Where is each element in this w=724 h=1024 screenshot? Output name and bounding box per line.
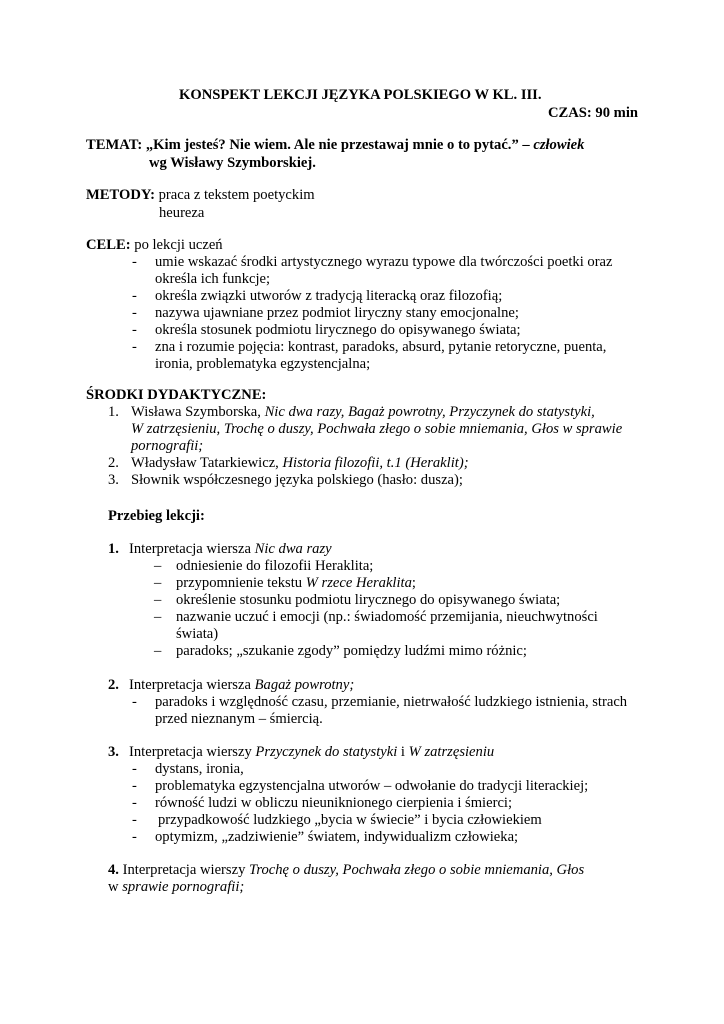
bullet-dash: - [132,254,137,270]
bullet-dash: - [132,795,137,811]
aid-titles-cont: W zatrzęsieniu, Trochę o duszy, Pochwała złego o sobie mniemania, Głos w sprawie [131,421,623,437]
section-heading-text: Interpretacja wiersza [129,541,251,557]
aid-number: 2. [108,455,119,471]
document-title: KONSPEKT LEKCJI JĘZYKA POLSKIEGO W KL. III. [179,87,542,103]
bullet-dash: - [132,339,137,355]
list-item: dystans, ironia, [155,761,244,777]
list-item: odniesienie do filozofii Heraklita; [176,558,374,574]
section-4-heading [108,862,584,879]
section-heading-text: Interpretacja wierszy [129,744,252,760]
aid-item [131,404,595,421]
aid-titles: Historia filozofii, t.1 (Heraklit); [282,455,469,471]
bullet-dash: - [132,288,137,304]
method-item: praca z tekstem poetyckim [158,187,315,203]
section-heading-title: W zatrzęsieniu [408,744,495,760]
section-number: 3. [108,744,119,760]
goal-item: umie wskazać środki artystycznego wyrazu typowe dla twórczości poetki oraz [155,254,613,270]
bullet-dash: - [132,778,137,794]
section-heading-title: Bagaż powrotny; [254,677,355,693]
aid-author: Władysław Tatarkiewicz, [131,455,279,471]
method-item: heureza [159,205,205,221]
aid-titles-cont: pornografii; [131,438,204,454]
goals-line [86,237,223,254]
topic-line-1 [86,137,584,154]
goals-label: CELE: [86,237,131,253]
bullet-endash: – [154,575,162,591]
section-heading [129,744,494,761]
methods-line-1 [86,187,315,204]
bullet-endash: – [154,609,162,625]
aid-titles: Nic dwa razy, Bagaż powrotny, Przyczynek do statystyki, [264,404,595,420]
bullet-dash: - [132,694,137,710]
bullet-endash: – [154,643,162,659]
goal-item-cont: ironia, problematyka egzystencjalna; [155,356,371,372]
list-item: równość ludzi w obliczu nieuniknionego cierpienia i śmierci; [155,795,513,811]
goal-item: określa stosunek podmiotu lirycznego do opisywanego świata; [155,322,521,338]
topic-line-2: wg Wisławy Szymborskiej. [149,155,316,171]
topic-text: „Kim jesteś? Nie wiem. Ale nie przestawaj mnie o to pytać.” – [145,137,530,153]
aid-item [131,455,469,472]
list-item: problematyka egzystencjalna utworów – odwołanie do tradycji literackiej; [155,778,589,794]
list-item-title: W rzece Heraklita [305,575,412,591]
section-heading-conj: i [400,744,405,760]
bullet-dash: - [132,305,137,321]
goal-item-cont: określa ich funkcje; [155,271,271,287]
section-heading-title: Przyczynek do statystyki [255,744,398,760]
section-heading-text: Interpretacja wierszy [122,862,246,878]
bullet-dash: - [132,829,137,845]
aids-label: ŚRODKI DYDAKTYCZNE: [86,387,267,403]
list-item: przypadkowość ludzkiego „bycia w świecie” i bycia człowiekiem [158,812,542,828]
list-item: określenie stosunku podmiotu lirycznego do opisywanego świata; [176,592,561,608]
topic-italic: człowiek [533,137,585,153]
aid-author: Wisława Szymborska, [131,404,261,420]
bullet-dash: - [132,812,137,828]
bullet-dash: - [132,761,137,777]
section-heading [129,541,332,558]
section-number: 2. [108,677,119,693]
list-item-cont: przed nieznanym – śmiercią. [155,711,323,727]
list-item-cont: świata) [176,626,219,642]
lesson-time: CZAS: 90 min [548,105,639,121]
section-number: 4. [108,862,119,878]
methods-label: METODY: [86,187,155,203]
bullet-endash: – [154,592,162,608]
goal-item: nazywa ujawniane przez podmiot liryczny stany emocjonalne; [155,305,519,321]
aid-number: 1. [108,404,119,420]
section-heading-text: w [108,879,119,895]
goal-item: określa związki utworów z tradycją literacką oraz filozofią; [155,288,503,304]
section-heading [129,677,354,694]
section-heading-title: Nic dwa razy [254,541,332,557]
aid-number: 3. [108,472,119,488]
list-item [176,575,416,592]
list-item: optymizm, „zadziwienie” światem, indywidualizm człowieka; [155,829,519,845]
topic-label: TEMAT: [86,137,143,153]
section-heading-title: Trochę o duszy, Pochwała złego o sobie mniemania, Głos [249,862,585,878]
section-number: 1. [108,541,119,557]
section-heading-text: Interpretacja wiersza [129,677,251,693]
list-item: paradoks i względność czasu, przemianie, nietrwałość ludzkiego istnienia, strach [155,694,628,710]
goals-intro: po lekcji uczeń [134,237,223,253]
bullet-dash: - [132,322,137,338]
list-item-end: ; [411,575,416,591]
bullet-endash: – [154,558,162,574]
list-item: paradoks; „szukanie zgody” pomiędzy ludźmi mimo różnic; [176,643,527,659]
section-4-heading-cont [108,879,244,896]
aid-item: Słownik współczesnego języka polskiego (hasło: dusza); [131,472,463,488]
course-label: Przebieg lekcji: [108,508,205,524]
goal-item: zna i rozumie pojęcia: kontrast, paradoks, absurd, pytanie retoryczne, puenta, [155,339,607,355]
section-heading-title: sprawie pornografii; [122,879,245,895]
list-item: nazwanie uczuć i emocji (np.: świadomość przemijania, nieuchwytności [176,609,598,625]
list-item-text: przypomnienie tekstu [176,575,303,591]
